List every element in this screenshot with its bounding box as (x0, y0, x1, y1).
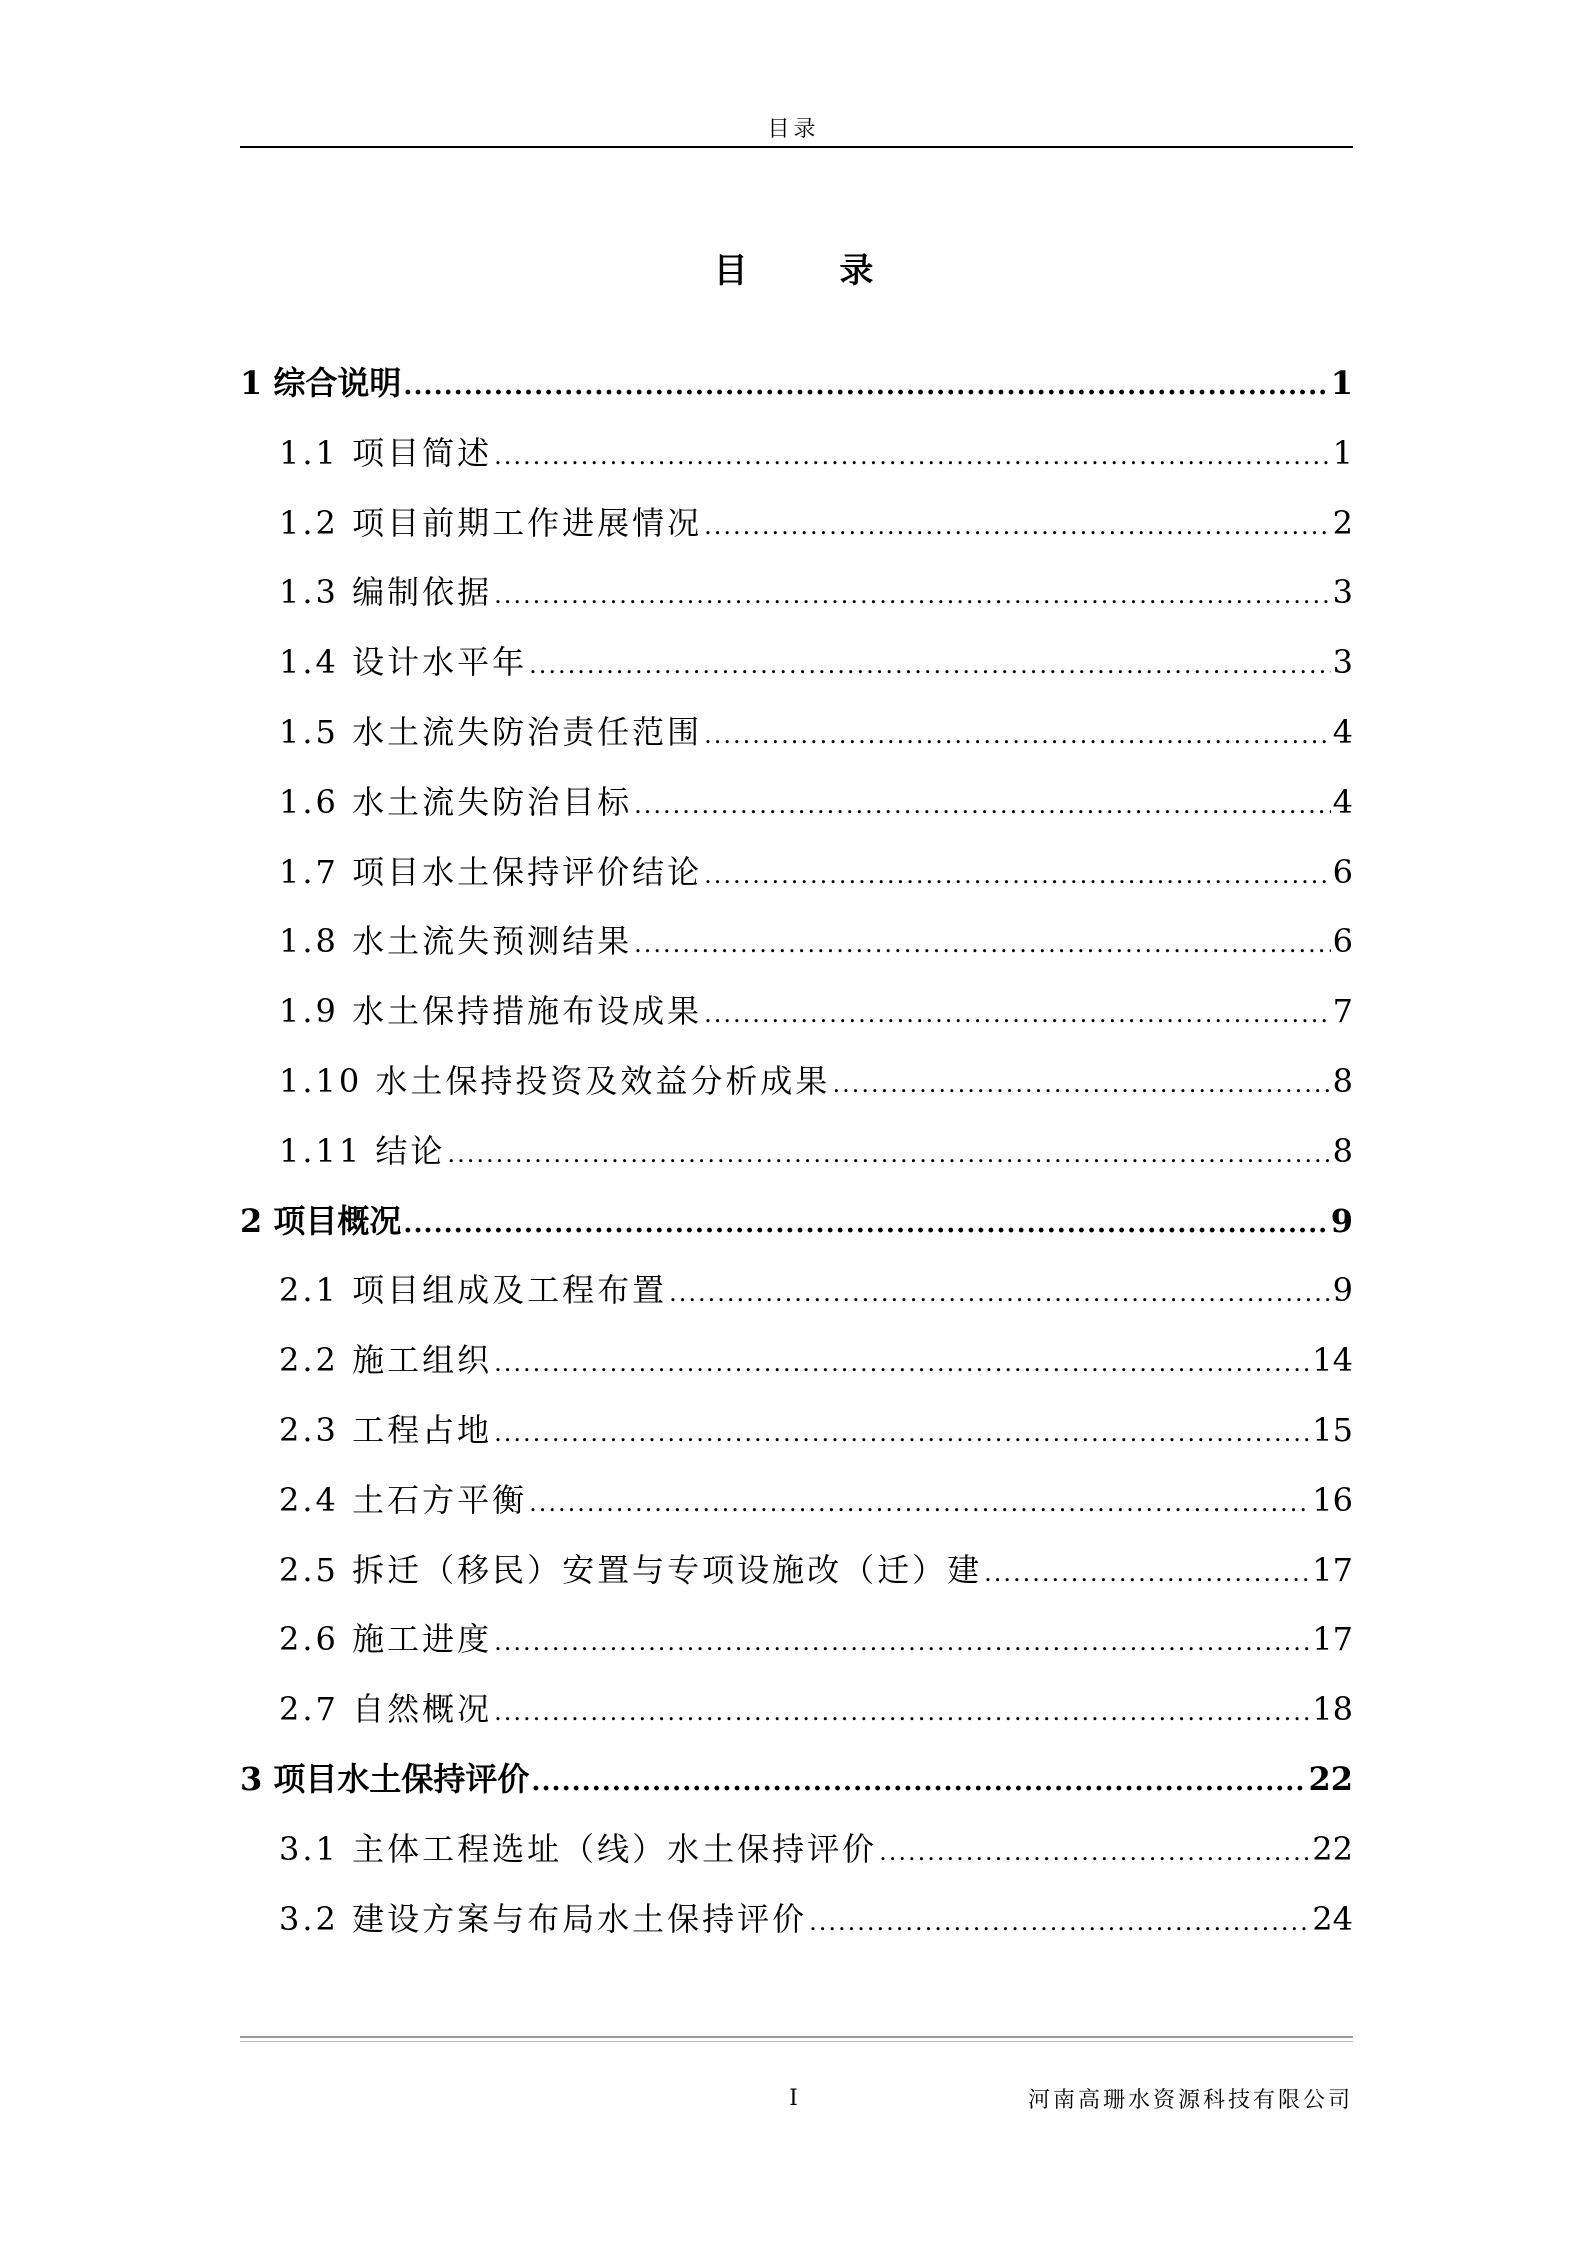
toc-section-entry[interactable] (240, 695, 1353, 765)
toc-section-entry[interactable] (240, 1812, 1353, 1882)
toc-dot-leader (494, 1349, 1310, 1377)
toc-entry-page-number: 17 (1312, 1620, 1353, 1659)
toc-chapter-entry[interactable] (240, 346, 1353, 416)
toc-entry-label: 2.4 土石方平衡 (279, 1480, 528, 1519)
toc-dot-leader (531, 1767, 1306, 1797)
toc-section-entry[interactable] (240, 555, 1353, 625)
toc-entry-page-number: 4 (1332, 712, 1353, 751)
toc-entry-label: 1.4 设计水平年 (279, 643, 528, 682)
toc-dot-leader (447, 1140, 1330, 1168)
toc-entry-label: 1.9 水土保持措施布设成果 (279, 992, 703, 1031)
toc-entry-page-number: 7 (1332, 992, 1353, 1031)
toc-section-entry[interactable] (240, 1044, 1353, 1114)
toc-dot-leader (403, 371, 1328, 401)
table-of-contents (240, 346, 1353, 1951)
toc-entry-page-number: 4 (1332, 782, 1353, 821)
toc-entry-page-number: 8 (1332, 1131, 1353, 1170)
toc-entry-label: 3.2 建设方案与布局水土保持评价 (279, 1899, 808, 1938)
toc-section-entry[interactable] (240, 1114, 1353, 1184)
toc-dot-leader (403, 1209, 1328, 1239)
toc-entry-label: 3.1 主体工程选址（线）水土保持评价 (279, 1829, 878, 1868)
toc-entry-label: 1 综合说明 (240, 364, 402, 402)
toc-entry-page-number: 17 (1312, 1550, 1353, 1589)
toc-section-entry[interactable] (240, 1672, 1353, 1742)
toc-entry-label: 1.7 项目水土保持评价结论 (279, 852, 703, 891)
toc-entry-page-number: 6 (1332, 922, 1353, 961)
toc-dot-leader (634, 930, 1331, 958)
toc-section-entry[interactable] (240, 1463, 1353, 1533)
toc-entry-label: 3 项目水土保持评价 (240, 1759, 530, 1798)
toc-section-entry[interactable] (240, 1323, 1353, 1393)
toc-entry-label: 2.6 施工进度 (279, 1620, 493, 1659)
toc-section-entry[interactable] (240, 625, 1353, 695)
toc-entry-page-number: 3 (1332, 573, 1353, 612)
toc-dot-leader (704, 512, 1331, 540)
toc-entry-label: 1.3 编制依据 (279, 573, 493, 612)
footer-page-number: I (789, 2086, 798, 2111)
toc-entry-label: 1.10 水土保持投资及效益分析成果 (279, 1061, 831, 1100)
page-title: 目 录 (713, 251, 914, 291)
toc-dot-leader (809, 1908, 1310, 1936)
toc-entry-label: 2.5 拆迁（移民）安置与专项设施改（迁）建 (279, 1550, 983, 1589)
toc-section-entry[interactable] (240, 765, 1353, 835)
toc-entry-page-number: 22 (1308, 1759, 1353, 1798)
header-divider (240, 146, 1353, 148)
toc-dot-leader (529, 651, 1331, 679)
toc-entry-label: 1.11 结论 (279, 1131, 446, 1170)
toc-dot-leader (984, 1559, 1310, 1587)
toc-dot-leader (704, 721, 1331, 749)
toc-dot-leader (879, 1838, 1310, 1866)
toc-entry-page-number: 8 (1332, 1061, 1353, 1100)
toc-dot-leader (494, 1698, 1310, 1726)
toc-entry-page-number: 3 (1332, 643, 1353, 682)
toc-entry-label: 2.2 施工组织 (279, 1341, 493, 1380)
toc-dot-leader (704, 1000, 1331, 1028)
toc-dot-leader (494, 581, 1331, 609)
toc-entry-label: 1.5 水土流失防治责任范围 (279, 712, 703, 751)
toc-section-entry[interactable] (240, 974, 1353, 1044)
toc-entry-page-number: 9 (1330, 1201, 1353, 1240)
toc-entry-page-number: 6 (1332, 852, 1353, 891)
running-header: 目录 (767, 117, 820, 142)
toc-entry-label: 2.7 自然概况 (279, 1690, 493, 1729)
toc-dot-leader (832, 1070, 1330, 1098)
toc-section-entry[interactable] (240, 1533, 1353, 1603)
toc-entry-page-number: 15 (1312, 1410, 1353, 1449)
toc-entry-label: 1.2 项目前期工作进展情况 (279, 503, 703, 542)
toc-section-entry[interactable] (240, 486, 1353, 556)
toc-entry-label: 1.1 项目简述 (279, 433, 493, 472)
toc-entry-page-number: 18 (1312, 1690, 1353, 1729)
toc-entry-label: 1.8 水土流失预测结果 (279, 922, 633, 961)
footer-company-name: 河南高珊水资源科技有限公司 (1027, 2088, 1353, 2113)
toc-entry-label: 1.6 水土流失防治目标 (279, 782, 633, 821)
toc-chapter-entry[interactable] (240, 1742, 1353, 1812)
toc-dot-leader (494, 1628, 1310, 1656)
toc-section-entry[interactable] (240, 1393, 1353, 1463)
toc-dot-leader (494, 442, 1331, 470)
toc-entry-page-number: 9 (1332, 1271, 1353, 1310)
toc-dot-leader (634, 791, 1331, 819)
toc-section-entry[interactable] (240, 1602, 1353, 1672)
toc-dot-leader (669, 1279, 1331, 1307)
toc-dot-leader (529, 1489, 1310, 1517)
toc-section-entry[interactable] (240, 835, 1353, 905)
toc-section-entry[interactable] (240, 1253, 1353, 1323)
toc-entry-label: 2.1 项目组成及工程布置 (279, 1271, 668, 1310)
toc-dot-leader (494, 1419, 1310, 1447)
toc-entry-label: 2 项目概况 (240, 1201, 402, 1240)
toc-entry-page-number: 24 (1312, 1899, 1353, 1938)
toc-section-entry[interactable] (240, 416, 1353, 486)
toc-entry-page-number: 16 (1312, 1480, 1353, 1519)
toc-entry-page-number: 1 (1332, 433, 1353, 472)
toc-entry-page-number: 1 (1330, 364, 1353, 402)
footer-divider (240, 2036, 1353, 2038)
toc-section-entry[interactable] (240, 1882, 1353, 1952)
footer-divider-secondary (240, 2041, 1353, 2042)
toc-entry-page-number: 2 (1332, 503, 1353, 542)
toc-entry-page-number: 14 (1312, 1341, 1353, 1380)
toc-chapter-entry[interactable] (240, 1184, 1353, 1254)
toc-dot-leader (704, 861, 1331, 889)
toc-entry-page-number: 22 (1312, 1829, 1353, 1868)
toc-section-entry[interactable] (240, 904, 1353, 974)
toc-entry-label: 2.3 工程占地 (279, 1410, 493, 1449)
